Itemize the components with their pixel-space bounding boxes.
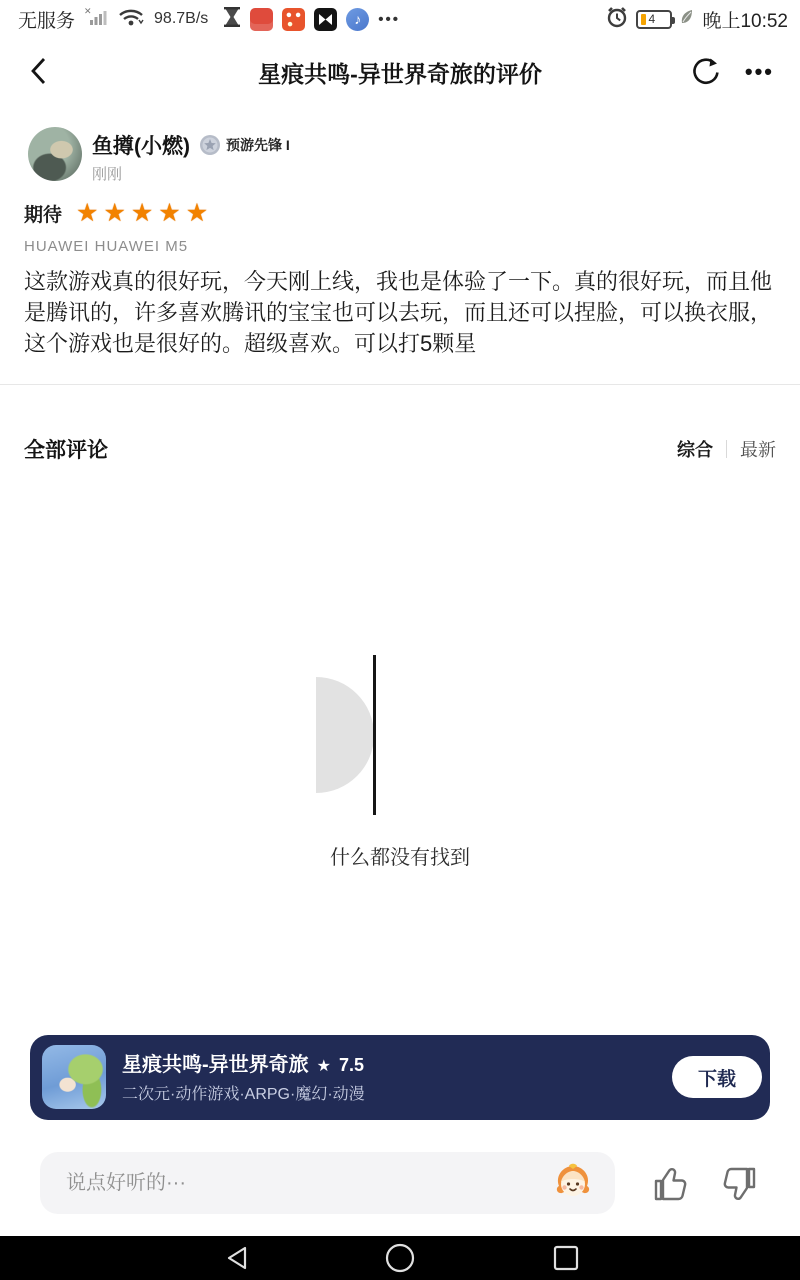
nav-back-button[interactable] — [217, 1244, 257, 1272]
user-badge — [199, 134, 290, 156]
battery-icon — [636, 10, 672, 29]
comment-composer — [0, 1138, 800, 1236]
banner-star-icon: ★ — [316, 1058, 332, 1075]
star-rating — [76, 201, 208, 226]
sort-controls — [677, 436, 776, 462]
star-icon: ★ — [158, 199, 181, 227]
page-title: 星痕共鸣-异世界奇旅的评价 — [258, 61, 542, 87]
username[interactable]: 鱼撙(小燃) — [92, 135, 190, 158]
battery-fill — [641, 14, 646, 25]
sort-divider — [726, 440, 727, 458]
status-overflow-icon: ••• — [378, 10, 401, 28]
badge-label: 预游先锋 I — [226, 137, 290, 153]
star-icon: ★ — [130, 199, 154, 227]
thumbs-up-icon[interactable] — [650, 1162, 690, 1206]
comments-section-title: 全部评论 — [24, 439, 108, 462]
download-button[interactable]: 下载 — [672, 1056, 762, 1098]
banner-game-title: 星痕共鸣-异世界奇旅 — [122, 1054, 309, 1076]
android-nav-bar — [0, 1236, 800, 1280]
more-options-button[interactable]: ••• — [744, 59, 774, 84]
sort-comprehensive[interactable]: 综合 — [677, 440, 713, 460]
banner-tags: 二次元·动作游戏·ARPG·魔幻·动漫 — [122, 1086, 365, 1103]
nav-home-button[interactable] — [380, 1244, 420, 1272]
signal-icon — [84, 6, 108, 33]
empty-state-graphic — [316, 677, 374, 793]
device-label: HUAWEI HUAWEI M5 — [24, 238, 189, 255]
music-app-icon: ♪ — [346, 8, 369, 31]
hourglass-icon — [223, 6, 241, 33]
clock-label: 晚上10:52 — [702, 10, 788, 32]
game-icon — [42, 1045, 106, 1109]
rating-label: 期待 — [24, 205, 63, 226]
empty-state-line — [373, 655, 376, 815]
network-speed: 98.7B/s — [154, 10, 209, 27]
nav-recents-button[interactable] — [546, 1244, 586, 1272]
notification-app-icon-red — [250, 8, 273, 31]
star-icon: ★ — [185, 199, 209, 227]
thumbs-down-icon[interactable] — [720, 1162, 760, 1206]
svg-text:✕: ✕ — [84, 5, 92, 16]
sort-newest[interactable]: 最新 — [740, 440, 776, 460]
user-avatar[interactable] — [28, 127, 82, 181]
header — [0, 42, 800, 102]
notification-app-icon-black — [314, 8, 337, 31]
comment-input[interactable] — [40, 1152, 615, 1214]
eco-leaf-icon — [679, 8, 695, 31]
game-banner[interactable] — [30, 1035, 770, 1120]
empty-state-text: 什么都没有找到 — [330, 847, 470, 869]
review-timestamp: 刚刚 — [92, 166, 123, 183]
battery-level: 4 — [648, 12, 656, 26]
star-icon: ★ — [103, 199, 126, 227]
wifi-icon — [117, 6, 145, 33]
carrier-label: 无服务 — [18, 10, 76, 32]
alarm-icon — [605, 5, 629, 34]
rating-row — [24, 200, 208, 227]
section-divider — [0, 384, 800, 385]
notification-app-icon-orange — [282, 8, 305, 31]
review-content: 这款游戏真的很好玩，今天刚上线，我也是体验了一下。真的很好玩，而且他是腾讯的，许多喜欢腾讯的宝宝也可以去玩，而且还可以捏脸，可以换衣服，这个游戏也是很好的。超级喜欢。可以打5颗星 — [24, 269, 773, 356]
star-icon: ★ — [76, 199, 99, 227]
badge-icon — [199, 134, 221, 156]
status-bar — [0, 0, 800, 38]
banner-rating: 7.5 — [339, 1055, 365, 1075]
share-icon[interactable] — [688, 54, 724, 90]
emoji-icon[interactable] — [551, 1160, 595, 1204]
